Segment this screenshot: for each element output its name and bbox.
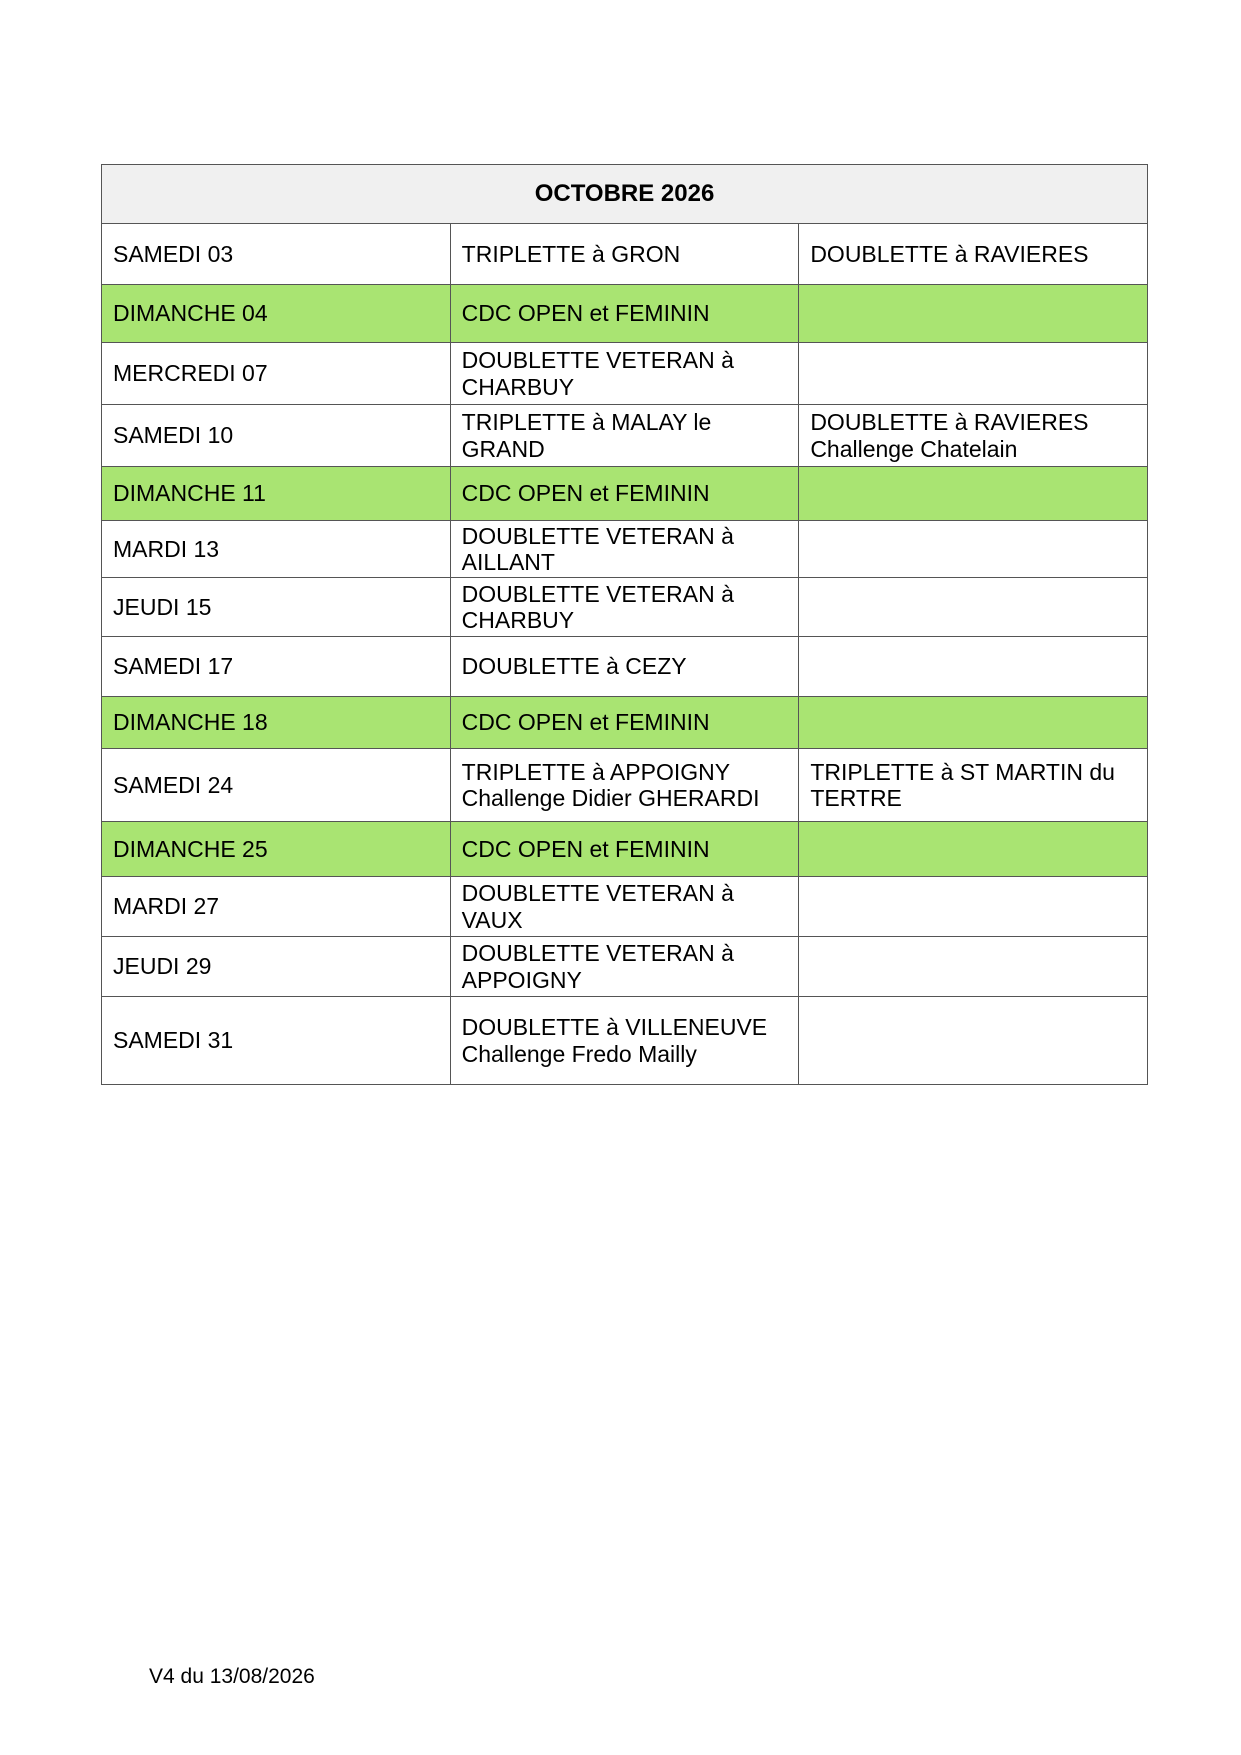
calendar-row — [102, 997, 1148, 1085]
secondary-event-cell — [799, 822, 1148, 877]
event-cell — [450, 343, 799, 405]
day-cell: JEUDI 29 — [102, 937, 451, 997]
calendar-title: OCTOBRE 2026 — [102, 165, 1148, 224]
secondary-event-cell — [799, 937, 1148, 997]
event-cell — [450, 285, 799, 343]
secondary-event-cell — [799, 749, 1148, 822]
calendar-table — [101, 164, 1148, 1085]
day-cell: MERCREDI 07 — [102, 343, 451, 405]
calendar-row — [102, 822, 1148, 877]
calendar-row — [102, 405, 1148, 467]
secondary-event-cell — [799, 637, 1148, 697]
event-line: DOUBLETTE VETERAN à CHARBUY — [461, 580, 734, 633]
day-cell: DIMANCHE 11 — [102, 467, 451, 521]
event-line: TRIPLETTE à GRON — [461, 240, 681, 267]
secondary-event-cell — [799, 697, 1148, 749]
day-cell: SAMEDI 03 — [102, 224, 451, 285]
calendar-row — [102, 697, 1148, 749]
event-line: DOUBLETTE VETERAN à CHARBUY — [461, 347, 734, 400]
event-line: CDC OPEN et FEMININ — [461, 835, 710, 862]
event-cell — [450, 521, 799, 578]
day-cell: MARDI 27 — [102, 877, 451, 937]
event-line: DOUBLETTE VETERAN à APPOIGNY — [461, 940, 734, 993]
event-cell — [450, 822, 799, 877]
event-cell — [450, 405, 799, 467]
event-line: TRIPLETTE à MALAY le GRAND — [461, 409, 712, 462]
event-line: DOUBLETTE VETERAN à AILLANT — [461, 522, 734, 575]
secondary-event-cell — [799, 997, 1148, 1085]
calendar-row — [102, 343, 1148, 405]
event-line: Challenge Fredo Mailly — [461, 1040, 697, 1067]
event-cell — [450, 697, 799, 749]
secondary-event-cell — [799, 343, 1148, 405]
secondary-event-line: DOUBLETTE à RAVIERES — [810, 409, 1089, 436]
event-cell — [450, 467, 799, 521]
event-cell — [450, 224, 799, 285]
secondary-event-line: TRIPLETTE à ST MARTIN du — [810, 758, 1115, 785]
secondary-event-cell — [799, 467, 1148, 521]
calendar-row — [102, 877, 1148, 937]
day-cell: DIMANCHE 25 — [102, 822, 451, 877]
day-cell: SAMEDI 10 — [102, 405, 451, 467]
calendar-body — [102, 224, 1148, 1085]
event-cell — [450, 637, 799, 697]
event-cell — [450, 937, 799, 997]
event-line: DOUBLETTE VETERAN à VAUX — [461, 880, 734, 933]
event-cell — [450, 749, 799, 822]
calendar-row — [102, 467, 1148, 521]
day-cell: SAMEDI 17 — [102, 637, 451, 697]
version-footer: V4 du 13/08/2026 — [149, 1665, 315, 1688]
secondary-event-cell — [799, 224, 1148, 285]
day-cell: DIMANCHE 18 — [102, 697, 451, 749]
calendar-row — [102, 521, 1148, 578]
calendar-row — [102, 749, 1148, 822]
calendar-row — [102, 578, 1148, 637]
calendar-title-row — [102, 165, 1148, 224]
secondary-event-cell — [799, 521, 1148, 578]
day-cell: SAMEDI 24 — [102, 749, 451, 822]
event-line: CDC OPEN et FEMININ — [461, 480, 710, 507]
event-line: DOUBLETTE à CEZY — [461, 653, 687, 680]
event-line: Challenge Didier GHERARDI — [461, 785, 760, 811]
secondary-event-cell — [799, 405, 1148, 467]
day-cell: SAMEDI 31 — [102, 997, 451, 1085]
event-cell — [450, 997, 799, 1085]
calendar-row — [102, 637, 1148, 697]
event-line: CDC OPEN et FEMININ — [461, 709, 710, 736]
event-line: TRIPLETTE à APPOIGNY — [461, 758, 731, 785]
secondary-event-line: DOUBLETTE à RAVIERES — [810, 240, 1089, 267]
secondary-event-cell — [799, 285, 1148, 343]
event-line: DOUBLETTE à VILLENEUVE — [461, 1014, 768, 1041]
day-cell: MARDI 13 — [102, 521, 451, 578]
event-cell — [450, 877, 799, 937]
calendar-row — [102, 224, 1148, 285]
secondary-event-cell — [799, 578, 1148, 637]
secondary-event-cell — [799, 877, 1148, 937]
calendar-row — [102, 937, 1148, 997]
day-cell: JEUDI 15 — [102, 578, 451, 637]
event-line: CDC OPEN et FEMININ — [461, 300, 710, 327]
secondary-event-line: TERTRE — [810, 785, 902, 811]
event-cell — [450, 578, 799, 637]
day-cell: DIMANCHE 04 — [102, 285, 451, 343]
calendar-row — [102, 285, 1148, 343]
secondary-event-line: Challenge Chatelain — [810, 435, 1018, 462]
